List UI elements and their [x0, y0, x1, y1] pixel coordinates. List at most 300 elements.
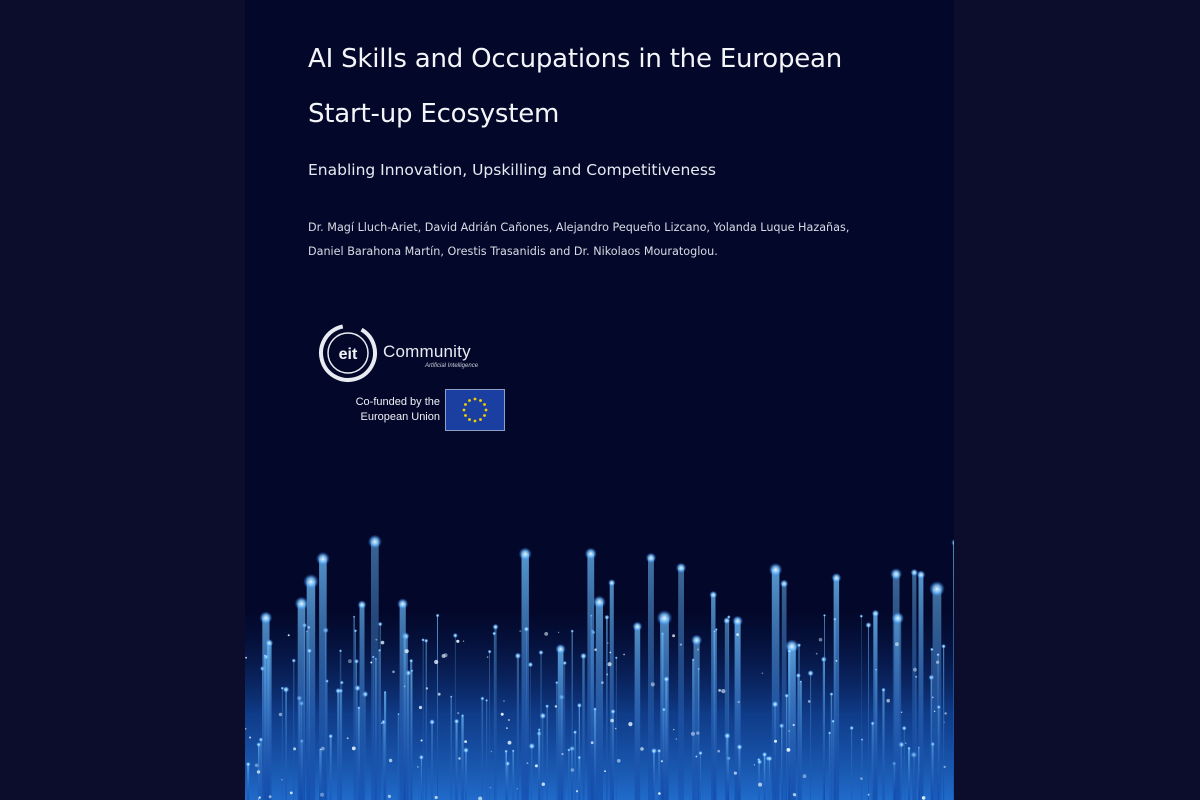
- fiber-tip: [263, 654, 266, 657]
- light-speck: [691, 732, 695, 736]
- light-speck: [490, 787, 491, 788]
- fiber-strand: [938, 655, 939, 800]
- fiber-strand: [873, 613, 877, 800]
- light-speck: [259, 796, 261, 798]
- eu-star: [468, 418, 471, 421]
- light-speck: [658, 792, 661, 795]
- fiber-strand: [831, 694, 833, 800]
- light-speck: [249, 737, 251, 739]
- fiber-strand: [664, 710, 665, 800]
- fiber-strand: [653, 751, 655, 800]
- eu-star: [479, 418, 482, 421]
- fiber-strand: [832, 721, 834, 800]
- light-speck: [561, 753, 563, 755]
- light-speck: [519, 630, 521, 632]
- fiber-tip: [303, 574, 318, 589]
- light-speck: [535, 764, 538, 767]
- light-speck: [392, 671, 395, 674]
- fiber-strand: [354, 617, 355, 800]
- fiber-tip: [936, 653, 940, 657]
- fiber-tip: [737, 744, 743, 750]
- fiber-tip: [577, 756, 581, 760]
- light-speck: [922, 796, 926, 800]
- fiber-strand: [384, 692, 386, 800]
- fiber-tip: [429, 719, 435, 725]
- light-speck: [434, 660, 438, 664]
- fiber-tip: [384, 691, 386, 693]
- light-speck: [793, 724, 795, 726]
- fiber-tip: [436, 614, 440, 618]
- eu-star: [464, 414, 467, 417]
- light-speck: [944, 722, 945, 723]
- eit-logo-icon: [317, 322, 379, 384]
- fiber-tip: [372, 655, 375, 658]
- fiber-strand: [876, 670, 877, 800]
- fiber-tip: [941, 644, 946, 649]
- light-speck: [594, 648, 597, 651]
- fiber-strand: [319, 749, 321, 800]
- light-speck: [463, 641, 464, 642]
- fiber-strand: [678, 568, 684, 800]
- fiber-strand: [482, 699, 484, 800]
- fiber-tip: [593, 596, 606, 609]
- light-speck: [816, 653, 818, 655]
- fiber-tip: [663, 676, 669, 682]
- fiber-strand: [309, 651, 310, 800]
- fiber-tip: [772, 701, 779, 708]
- eu-star: [483, 414, 486, 417]
- fiber-strand: [526, 629, 527, 800]
- fiber-tip: [732, 616, 743, 627]
- fiber-tip: [378, 622, 383, 627]
- fiber-strand: [437, 616, 438, 800]
- fiber-tip: [519, 547, 532, 560]
- light-speck: [718, 689, 721, 692]
- fiber-strand: [772, 570, 780, 800]
- fiber-tip: [872, 610, 880, 618]
- light-speck: [456, 640, 459, 643]
- fiber-tip: [555, 644, 565, 654]
- light-speck: [640, 747, 644, 751]
- light-speck: [944, 712, 946, 714]
- fiber-tip: [657, 610, 673, 626]
- fiber-tip: [585, 548, 597, 560]
- fiber-strand: [612, 712, 614, 800]
- fiber-tip: [723, 617, 730, 624]
- fiber-strand: [943, 646, 944, 800]
- fiber-tip: [307, 625, 311, 629]
- fiber-tip: [328, 734, 333, 739]
- fiber-strand: [759, 762, 760, 800]
- fiber-tip: [823, 614, 826, 617]
- light-speck: [487, 656, 489, 658]
- fiber-tip: [709, 591, 717, 599]
- fiber-strand: [247, 764, 249, 800]
- eu-star: [464, 403, 467, 406]
- eu-star: [463, 409, 466, 412]
- fiber-strand: [824, 615, 825, 800]
- cofunded-text: [330, 395, 440, 425]
- fiber-tip: [807, 670, 813, 676]
- light-speck: [257, 770, 260, 773]
- fiber-strand: [810, 673, 811, 800]
- fiber-strand: [764, 755, 766, 800]
- fiber-tip: [316, 552, 330, 566]
- fiber-tip: [911, 569, 919, 577]
- fiber-strand: [285, 690, 287, 800]
- fiber-strand: [769, 759, 770, 800]
- fiber-tip: [307, 648, 312, 653]
- light-speck: [661, 760, 663, 762]
- fiber-tip: [492, 624, 498, 630]
- fiber-tip: [545, 704, 549, 708]
- light-speck: [738, 701, 740, 703]
- fiber-tip: [831, 573, 841, 583]
- fiber-tip: [577, 703, 582, 708]
- fiber-strand: [365, 694, 366, 800]
- light-speck: [293, 747, 296, 750]
- fiber-tip: [767, 756, 773, 762]
- eu-star: [468, 399, 471, 402]
- light-speck: [381, 723, 382, 724]
- fiber-tip: [787, 649, 792, 654]
- light-speck: [696, 756, 698, 758]
- fiber-strand: [337, 691, 339, 800]
- fiber-tip: [424, 639, 428, 643]
- light-speck: [808, 700, 811, 703]
- fiber-strand: [882, 690, 884, 800]
- report-title: [308, 32, 928, 142]
- light-speck: [672, 634, 675, 637]
- fiber-tip: [512, 749, 515, 752]
- fiber-tip: [881, 688, 885, 692]
- light-speck: [457, 712, 459, 714]
- fiber-strand: [494, 634, 495, 800]
- fiber-tip: [358, 600, 367, 609]
- fiber-strand: [547, 706, 548, 800]
- fiber-tip: [353, 616, 355, 618]
- fiber-strand: [739, 747, 741, 800]
- fiber-strand: [782, 584, 787, 800]
- eu-star: [474, 420, 477, 423]
- light-speck: [774, 740, 777, 743]
- fiber-tip: [524, 626, 530, 632]
- fiber-strand: [716, 630, 717, 800]
- fiber-strand: [451, 697, 453, 800]
- light-speck: [803, 774, 807, 778]
- fiber-tip: [538, 650, 543, 655]
- light-speck: [754, 764, 755, 765]
- fiber-strand: [578, 758, 580, 800]
- light-speck: [606, 674, 608, 676]
- light-speck: [788, 730, 790, 732]
- light-speck: [696, 731, 699, 734]
- light-speck: [417, 766, 419, 768]
- light-speck: [508, 719, 510, 721]
- fiber-strand: [330, 736, 332, 800]
- fiber-strand: [596, 602, 603, 800]
- fiber-tip: [651, 748, 657, 754]
- fiber-strand: [426, 641, 428, 800]
- fiber-strand: [569, 750, 570, 800]
- fiber-strand: [512, 751, 514, 800]
- fiber-strand: [505, 751, 507, 800]
- fiber-tip: [865, 622, 871, 628]
- authors-line-2: Daniel Barahona Martín, Orestis Trasanidis and Dr. Nikolaos Mouratoglou.: [308, 245, 718, 258]
- fiber-strand: [531, 746, 532, 800]
- light-speck: [503, 700, 505, 702]
- fiber-tip: [485, 699, 488, 702]
- community-label: Community: [383, 342, 471, 361]
- fiber-tip: [849, 726, 854, 731]
- fiber-tip: [573, 730, 577, 734]
- fiber-tip: [492, 631, 496, 635]
- fiber-tip: [929, 581, 945, 597]
- light-speck: [435, 796, 438, 799]
- fiber-strand: [461, 716, 463, 800]
- fiber-strand: [307, 582, 316, 800]
- fiber-tip: [892, 612, 905, 625]
- fiber-tip: [951, 539, 954, 547]
- light-speck: [607, 642, 609, 644]
- light-speck: [281, 779, 283, 781]
- fiber-tip: [698, 751, 703, 756]
- light-speck: [381, 641, 385, 645]
- fiber-strand: [775, 704, 776, 800]
- fiber-strand: [868, 625, 869, 800]
- fiber-strand: [486, 700, 487, 800]
- light-speck: [245, 657, 247, 659]
- fiber-tip: [833, 617, 837, 621]
- light-speck: [736, 633, 739, 636]
- light-speck: [901, 712, 903, 714]
- fiber-tip: [691, 635, 702, 646]
- light-speck: [601, 681, 604, 684]
- fiber-strand: [587, 554, 594, 800]
- light-speck: [426, 687, 428, 689]
- light-speck: [860, 777, 863, 780]
- fiber-strand: [340, 651, 342, 800]
- fiber-strand: [834, 619, 836, 800]
- light-speck: [290, 792, 293, 795]
- fiber-strand: [694, 640, 700, 800]
- light-speck: [697, 649, 699, 651]
- fiber-tip: [453, 633, 458, 638]
- fiber-tip: [504, 750, 508, 754]
- fiber-tip: [615, 656, 618, 659]
- light-speck: [680, 643, 682, 645]
- fiber-strand: [714, 631, 716, 800]
- fiber-strand: [582, 656, 584, 800]
- light-speck: [321, 747, 325, 751]
- fiber-tip: [724, 733, 731, 740]
- fiber-tip: [713, 630, 716, 633]
- fiber-strand: [797, 676, 799, 800]
- fiber-tip: [563, 661, 567, 665]
- light-speck: [544, 632, 548, 636]
- fiber-tip: [368, 535, 382, 549]
- fiber-tip: [259, 737, 264, 742]
- fiber-strand: [371, 542, 379, 800]
- fiber-strand: [541, 653, 542, 800]
- light-speck: [617, 759, 621, 763]
- fiber-strand: [665, 679, 667, 800]
- fiber-strand: [456, 721, 458, 800]
- fiber-strand: [538, 730, 540, 800]
- cofunded-line-1: Co-funded by the: [355, 396, 440, 408]
- light-speck: [576, 790, 578, 792]
- fiber-strand: [373, 657, 374, 800]
- light-speck: [610, 719, 614, 723]
- fiber-tip: [780, 580, 788, 588]
- fiber-tip: [571, 629, 574, 632]
- community-sublabel: Artificial Intelligence: [425, 363, 479, 369]
- title-line-1: AI Skills and Occupations in the European: [308, 44, 843, 74]
- fiber-strand: [380, 624, 381, 800]
- fiber-strand: [398, 714, 400, 800]
- light-speck: [895, 642, 899, 646]
- fiber-strand: [904, 728, 905, 800]
- light-speck: [721, 689, 725, 693]
- light-speck: [444, 653, 448, 657]
- fiber-tip: [784, 693, 789, 698]
- cofunded-line-2: European Union: [360, 411, 440, 423]
- fiber-strand: [908, 748, 910, 800]
- light-speck: [279, 713, 282, 716]
- fiber-strand: [542, 716, 543, 800]
- light-speck: [389, 759, 392, 762]
- light-speck: [628, 722, 632, 726]
- fiber-tip: [339, 649, 342, 652]
- light-speck: [651, 682, 655, 686]
- fiber-strand: [572, 631, 574, 800]
- light-speck: [905, 743, 906, 744]
- light-speck: [508, 741, 512, 745]
- fiber-strand: [494, 627, 496, 800]
- fiber-strand: [758, 760, 759, 800]
- light-speck: [762, 672, 764, 674]
- light-speck: [934, 711, 935, 712]
- light-speck: [936, 661, 939, 664]
- fiber-strand: [355, 631, 356, 800]
- light-speck: [886, 699, 890, 703]
- light-speck: [609, 652, 611, 654]
- fiber-tip: [762, 752, 767, 757]
- fiber-strand: [282, 688, 283, 800]
- light-speck: [673, 729, 674, 730]
- fiber-tip: [608, 579, 615, 586]
- fiber-tip: [410, 669, 413, 672]
- fiber-tip: [902, 726, 907, 731]
- fiber-tip: [538, 728, 541, 731]
- sponsor-logos: [317, 322, 517, 432]
- light-speck: [758, 783, 762, 787]
- light-speck: [591, 741, 594, 744]
- light-speck: [868, 794, 870, 796]
- fiber-tip: [397, 598, 408, 609]
- fiber-strand: [931, 649, 932, 800]
- fiber-tip: [657, 749, 661, 753]
- fiber-tip: [830, 692, 834, 696]
- fiber-tip: [515, 653, 522, 660]
- fiber-strand: [606, 617, 607, 800]
- light-speck: [288, 634, 290, 636]
- light-speck: [501, 713, 504, 716]
- light-speck: [388, 795, 391, 798]
- light-speck: [404, 686, 406, 688]
- fiber-strand: [260, 740, 262, 800]
- fiber-strand: [558, 649, 564, 800]
- eu-star: [474, 398, 477, 401]
- report-subtitle: Enabling Innovation, Upskilling and Competitiveness: [308, 161, 716, 179]
- authors-line-1: Dr. Magí Lluch-Ariet, David Adrián Cañones, Alejandro Pequeño Lizcano, Yolanda Luque Hazañas,: [308, 221, 850, 234]
- fiber-tip: [604, 615, 609, 620]
- fiber-tip: [676, 563, 687, 574]
- light-speck: [352, 747, 356, 751]
- fiber-tip: [632, 622, 642, 632]
- fiber-strand: [861, 616, 862, 800]
- light-speck: [558, 632, 559, 633]
- cover-text-block: [308, 32, 928, 264]
- eu-star: [485, 409, 488, 412]
- fiber-strand: [400, 604, 406, 800]
- fiber-strand: [517, 656, 519, 800]
- fiber-tip: [463, 747, 469, 753]
- fiber-strand: [786, 696, 787, 800]
- fiber-tip: [610, 709, 615, 714]
- fiber-tip: [354, 629, 357, 632]
- fiber-tip: [539, 712, 546, 719]
- fiber-strand: [489, 652, 490, 800]
- fiber-optic-illustration: [245, 520, 954, 800]
- fiber-tip: [907, 747, 910, 750]
- fiber-strand: [851, 728, 852, 800]
- light-speck: [717, 750, 720, 753]
- light-speck: [438, 693, 441, 696]
- light-speck: [604, 770, 606, 772]
- light-speck: [421, 740, 423, 742]
- fiber-strand: [919, 575, 924, 800]
- light-speck: [734, 772, 737, 775]
- fiber-strand: [933, 589, 942, 800]
- fiber-tip: [796, 673, 801, 678]
- light-speck: [932, 697, 934, 699]
- fiber-tip: [283, 686, 290, 693]
- fiber-strand: [829, 733, 830, 800]
- fiber-tip: [295, 597, 309, 611]
- eit-mark-text: eit: [338, 346, 358, 363]
- fiber-tip: [831, 719, 835, 723]
- fiber-strand: [635, 627, 641, 800]
- fiber-tip: [821, 656, 827, 662]
- fiber-strand: [556, 683, 557, 800]
- fiber-strand: [800, 682, 802, 800]
- title-line-2: Start-up Ecosystem: [308, 99, 560, 129]
- light-speck: [347, 737, 349, 739]
- light-speck: [491, 751, 492, 752]
- light-speck: [836, 660, 838, 662]
- fiber-strand: [575, 732, 576, 800]
- fiber-tip: [397, 713, 399, 715]
- fiber-tip: [769, 563, 783, 577]
- light-speck: [913, 668, 917, 672]
- fiber-tip: [480, 696, 484, 700]
- fiber-tip: [454, 719, 459, 724]
- light-speck: [464, 740, 467, 743]
- light-speck: [458, 757, 460, 759]
- light-speck: [615, 728, 617, 730]
- fiber-strand: [953, 543, 954, 800]
